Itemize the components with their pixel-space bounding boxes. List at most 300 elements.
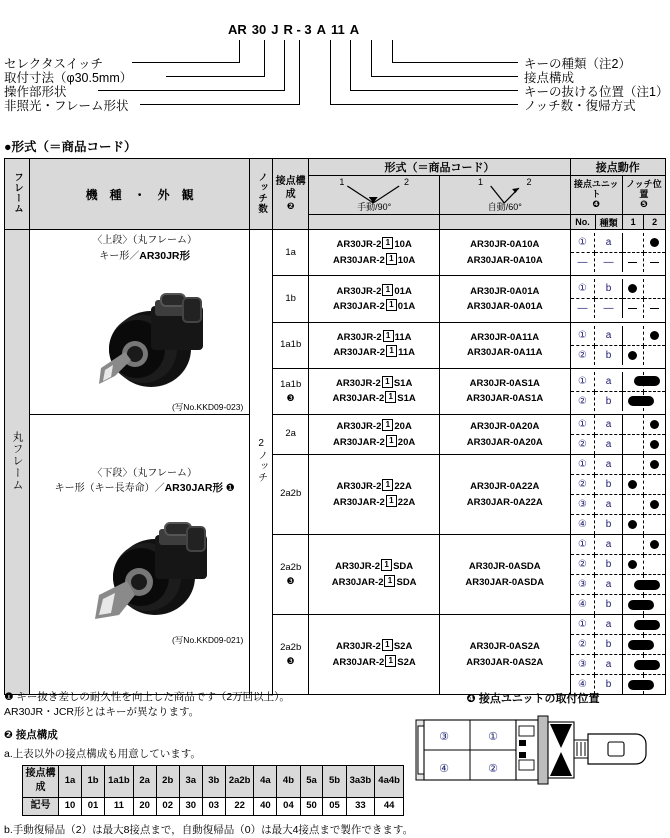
action-unit-no: ④: [571, 515, 595, 535]
action-pos-1: [622, 279, 644, 299]
placeholder-box: 1: [386, 435, 397, 447]
leader-h-1: [132, 62, 240, 63]
action-grid: [570, 535, 665, 615]
part-number-code: [228, 22, 364, 37]
contact-dot-marker: [650, 500, 659, 509]
action-row: [571, 372, 665, 392]
placeholder-box: 1: [386, 345, 397, 357]
config-table-symbol-cell: 04: [277, 797, 300, 815]
action-pos-2: [644, 326, 665, 346]
label-frame-shape: 非照光・フレーム形状: [4, 99, 129, 113]
contact-dash-marker: [628, 262, 637, 263]
code-cell-manual: [309, 368, 440, 414]
action-unit-no: ②: [571, 345, 595, 365]
contact-dot-marker: [650, 331, 659, 340]
action-pos-1: [622, 299, 644, 319]
code-line: AR30JR-2 1 S1A: [335, 377, 413, 389]
action-row: [571, 233, 665, 253]
code-cell-manual: [309, 276, 440, 322]
header-pos-2: 2: [644, 215, 666, 230]
action-row: [571, 635, 665, 655]
kind-upper-photo-no: (写No.KKD09-023): [171, 402, 244, 412]
action-pos-1: [622, 345, 644, 365]
manual-label: 手動/90°: [357, 202, 392, 212]
mounting-diagram-title-line: [398, 690, 668, 706]
leader-v-7: [350, 40, 351, 90]
code-line: AR30JAR-2 1 SDA: [331, 575, 417, 588]
kind-upper-caption: [30, 230, 249, 264]
mounting-diagram-title: 接点ユニットの取付位置: [478, 693, 600, 705]
mounting-diagram-mark: ❹: [466, 693, 476, 705]
auto-label: 自動/60°: [487, 202, 522, 212]
config-table-row-header: 接点構成: [23, 765, 59, 797]
contact-config-cell: [273, 322, 309, 368]
placeholder-box: 1: [386, 253, 397, 265]
contact-bar-marker: [634, 376, 660, 386]
action-pos-1: [622, 455, 644, 475]
product-code-table: [4, 158, 666, 695]
action-row: [571, 435, 665, 455]
action-unit-no: ①: [571, 372, 595, 392]
label-contact-config: 接点構成: [524, 71, 575, 85]
leader-v-2: [264, 40, 265, 76]
placeholder-box: 1: [385, 391, 396, 403]
code-cell-auto: [439, 368, 570, 414]
action-contact-type: a: [595, 233, 622, 253]
header-contact-unit: [570, 176, 622, 215]
code-line: AR30JAR-0A22A: [466, 496, 543, 508]
action-row: [571, 515, 665, 535]
action-pos-2: [644, 575, 665, 595]
code-line: AR30JAR-2 1 10A: [333, 253, 416, 266]
config-table-symbol-cell: 01: [81, 797, 104, 815]
contact-config-mark: ❸: [286, 655, 295, 666]
action-contact-type: a: [595, 372, 622, 392]
note-2-title: 接点構成: [15, 729, 58, 742]
kind-lower-caption: [30, 463, 249, 497]
action-unit-no: ②: [571, 435, 595, 455]
action-pos-1: [622, 495, 644, 515]
action-unit-no: ③: [571, 495, 595, 515]
manual-pos-2: 2: [403, 177, 409, 187]
selector-switch-section-icon: [398, 714, 668, 786]
config-table-config-cell: 4b: [277, 765, 300, 797]
code-line: AR30JAR-0A20A: [466, 436, 543, 448]
config-table-symbol-cell: 44: [375, 797, 404, 815]
contact-config-cell: [273, 455, 309, 535]
config-table-symbol-cell: 50: [300, 797, 323, 815]
config-table-config-cell: 3a3b: [346, 765, 375, 797]
leader-v-4: [299, 40, 300, 104]
action-contact-type: b: [595, 675, 622, 695]
code-cell-auto: [439, 455, 570, 535]
action-pos-1: [622, 391, 644, 411]
action-pos-1: [622, 635, 644, 655]
code-line: AR30JAR-0A01A: [466, 300, 543, 312]
contact-config-cell: [273, 230, 309, 276]
action-unit-no: ③: [571, 575, 595, 595]
code-line: AR30JAR-2 1 20A: [333, 435, 416, 448]
contact-dash-marker: [628, 308, 637, 309]
manual-operation-diagram: [309, 177, 439, 213]
action-row: [571, 455, 665, 475]
contact-config-value: 2a2b: [280, 641, 302, 653]
action-pos-2: [644, 345, 665, 365]
action-grid: [570, 368, 665, 414]
action-contact-type: a: [595, 415, 622, 435]
auto-pos-1: 1: [477, 177, 483, 187]
leader-h-5: [392, 62, 518, 63]
note-2b: b.手動復帰品（2）は最大8接点まで，自動復帰品（0）は最大4接点まで製作できます。: [4, 823, 414, 836]
svg-text:④: ④: [439, 763, 449, 775]
svg-text:①: ①: [488, 731, 498, 743]
config-table-config-cell: 1b: [81, 765, 104, 797]
header-notch-label: ノッチ数: [256, 171, 268, 214]
section-title: ●形式（＝商品コード）: [4, 140, 137, 154]
header-notch-position-mark: ❺: [640, 199, 648, 210]
action-contact-type: b: [595, 475, 622, 495]
table-body: [5, 230, 666, 695]
kind-cell-upper: [29, 230, 249, 415]
action-contact-type: b: [595, 515, 622, 535]
action-contact-type: a: [595, 535, 622, 555]
code-cell-manual: [309, 615, 440, 695]
action-contact-type: a: [595, 326, 622, 346]
code-char-1: 30: [251, 22, 267, 37]
label-selector-switch: セレクタスイッチ: [4, 57, 104, 71]
kind-lower-photo-no: (写No.KKD09-021): [171, 634, 244, 645]
header-manual-spacer: [309, 215, 440, 230]
contact-config-cell: [273, 368, 309, 414]
note-1-text-1: キー抜き差しの耐久性を向上した商品です（2万回以上）。: [16, 691, 290, 703]
header-code-group: 形式（＝商品コード）: [309, 159, 570, 176]
action-contact-type: a: [595, 615, 622, 635]
code-cell-manual: [309, 322, 440, 368]
placeholder-box: 1: [386, 299, 397, 311]
code-line: AR30JAR-2 1 01A: [333, 299, 416, 312]
action-row: [571, 575, 665, 595]
code-line: AR30JAR-2 1 S1A: [332, 392, 416, 405]
notch-cell-label: 2ノッチ: [255, 438, 267, 483]
leader-v-3: [284, 40, 285, 90]
config-table-symbol-cell: 33: [346, 797, 375, 815]
table-row: [5, 415, 666, 455]
leader-h-6: [371, 76, 518, 77]
contact-config-value: 2a: [285, 428, 296, 440]
action-pos-1: [622, 233, 644, 253]
action-row: [571, 595, 665, 615]
config-table-symbol-cell: 03: [202, 797, 225, 815]
note-2-mark: ❷: [4, 729, 13, 742]
action-unit-no: ①: [571, 535, 595, 555]
action-unit-no: ②: [571, 555, 595, 575]
svg-text:③: ③: [439, 731, 449, 743]
config-table-symbol-cell: 05: [323, 797, 346, 815]
code-line: AR30JR-2 1 S2A: [335, 640, 413, 653]
header-notch-position-label: ノッチ位置: [626, 178, 662, 199]
code-line: AR30JAR-0A11A: [467, 347, 543, 359]
config-table-symbol-cell: 11: [105, 797, 134, 815]
code-cell-manual: [309, 415, 440, 455]
header-frame-label: フレーム: [11, 171, 23, 214]
contact-bar-marker: [634, 580, 660, 590]
action-grid: [570, 322, 665, 368]
config-table-symbol-cell: 30: [179, 797, 202, 815]
action-unit-no: ②: [571, 635, 595, 655]
code-char-3: R - 3: [283, 22, 312, 37]
action-pos-2: [644, 372, 665, 392]
contact-config-value: 1a1b: [280, 339, 302, 350]
part-number-breakdown: [0, 0, 670, 128]
action-contact-type: b: [595, 595, 622, 615]
action-contact-type: b: [595, 345, 622, 365]
code-line: AR30JR-2 1 10A: [336, 238, 412, 251]
contact-dash-marker: [650, 262, 659, 263]
action-pos-1: [622, 555, 644, 575]
action-unit-no: ②: [571, 391, 595, 411]
kind-upper-line-2: キー形／AR30JR形: [99, 249, 191, 262]
contact-bar-marker: [634, 620, 660, 630]
note-2-title-line: [4, 728, 404, 743]
action-contact-type: b: [595, 391, 622, 411]
action-row: [571, 495, 665, 515]
table-row: [5, 230, 666, 276]
label-key-removal-position: キーの抜ける位置（注1）: [524, 85, 669, 99]
contact-dot-marker: [650, 238, 659, 247]
action-contact-type: a: [595, 495, 622, 515]
config-table-symbol-cell: 22: [225, 797, 254, 815]
leader-h-8: [330, 104, 518, 105]
action-contact-type: a: [595, 575, 622, 595]
action-contact-type: b: [595, 279, 622, 299]
action-unit-no: ④: [571, 595, 595, 615]
placeholder-box: 1: [382, 376, 393, 388]
header-notch: [250, 159, 273, 230]
config-table-symbol-row: [23, 797, 404, 815]
header-config-label: 接点構成: [275, 176, 306, 200]
code-line: AR30JAR-0ASDA: [465, 576, 545, 588]
code-char-5: 11: [331, 22, 345, 37]
code-line: AR30JAR-0AS2A: [466, 656, 544, 668]
action-unit-no: ④: [571, 675, 595, 695]
leader-h-4: [140, 104, 300, 105]
action-row: [571, 535, 665, 555]
placeholder-box: 1: [382, 479, 393, 491]
action-pos-2: [644, 233, 665, 253]
contact-dot-marker: [628, 351, 637, 360]
action-pos-1: [622, 415, 644, 435]
action-pos-1: [622, 435, 644, 455]
action-contact-type: a: [595, 655, 622, 675]
mounting-position-diagram: [398, 690, 668, 786]
action-row: [571, 615, 665, 635]
config-table-symbol-cell: 40: [254, 797, 277, 815]
placeholder-box: 1: [381, 559, 392, 571]
leader-v-1: [239, 40, 240, 62]
header-no: No.: [570, 215, 595, 230]
placeholder-box: 1: [382, 284, 393, 296]
contact-config-mark: ❸: [286, 575, 295, 586]
action-contact-type: b: [595, 555, 622, 575]
kind-upper-photo: [30, 264, 249, 414]
code-char-0: AR: [228, 22, 247, 37]
contact-bar-marker: [634, 660, 660, 670]
action-unit-no: —: [571, 253, 595, 273]
header-auto-spacer: [439, 215, 570, 230]
header-type: 種類: [595, 215, 622, 230]
action-contact-type: a: [595, 435, 622, 455]
contact-config-cell: [273, 276, 309, 322]
code-line: AR30JAR-0A10A: [466, 254, 543, 266]
action-unit-no: ②: [571, 475, 595, 495]
contact-config-cell: [273, 535, 309, 615]
action-grid: [570, 615, 665, 695]
label-mounting-dimension: 取付寸法（φ30.5mm）: [4, 71, 133, 85]
kind-lower-line-1: 〈下段〉（丸フレーム）: [92, 467, 197, 479]
contact-dot-marker: [650, 440, 659, 449]
contact-config-mark: ❸: [286, 392, 295, 403]
leader-v-5: [392, 40, 393, 62]
action-pos-1: [622, 595, 644, 615]
auto-pos-2: 2: [526, 177, 532, 187]
code-line: AR30JR-0AS2A: [469, 641, 540, 653]
action-pos-2: [644, 435, 665, 455]
code-cell-auto: [439, 230, 570, 276]
placeholder-box: 1: [384, 575, 395, 587]
contact-dash-marker: [650, 308, 659, 309]
placeholder-box: 1: [383, 330, 394, 342]
action-pos-1: [622, 475, 644, 495]
leader-h-2: [166, 76, 265, 77]
action-pos-2: [644, 455, 665, 475]
action-row: [571, 391, 665, 411]
header-frame: [5, 159, 30, 230]
header-config: [273, 159, 309, 230]
code-line: AR30JR-2 1 22A: [336, 480, 412, 493]
code-line: AR30JR-0A01A: [470, 285, 540, 297]
action-pos-2: [644, 279, 665, 299]
header-notch-position: [622, 176, 665, 215]
action-pos-2: [644, 475, 665, 495]
config-table-config-cell: 3b: [202, 765, 225, 797]
code-char-2: J: [271, 22, 279, 37]
action-pos-1: [622, 515, 644, 535]
placeholder-box: 1: [386, 495, 397, 507]
auto-operation-diagram: [440, 177, 570, 213]
action-row: [571, 299, 665, 319]
header-kind: 機 種 ・ 外 観: [29, 159, 249, 230]
action-pos-2: [644, 655, 665, 675]
contact-dot-marker: [628, 284, 637, 293]
code-char-4: A: [316, 22, 327, 37]
code-line: AR30JAR-2 1 22A: [333, 495, 416, 508]
config-table-config-cell: 5b: [323, 765, 346, 797]
contact-config-cell: [273, 615, 309, 695]
header-pos-1: 1: [622, 215, 644, 230]
action-grid: [570, 415, 665, 455]
code-line: AR30JR-2 1 01A: [336, 284, 412, 297]
note-1-mark: ❶: [4, 691, 14, 703]
config-table-symbol-cell: 10: [59, 797, 82, 815]
code-line: AR30JR-0A10A: [470, 239, 540, 251]
action-pos-1: [622, 326, 644, 346]
header-config-mark: ❷: [286, 201, 295, 211]
action-pos-2: [644, 555, 665, 575]
contact-config-value: 1a1b: [280, 378, 302, 390]
note-1-line-2: AR30JR・JCR形とはキーが異なります。: [4, 706, 200, 719]
action-pos-2: [644, 615, 665, 635]
action-pos-2: [644, 415, 665, 435]
code-line: AR30JR-2 1 SDA: [335, 560, 414, 573]
action-row: [571, 655, 665, 675]
code-line: AR30JR-0A22A: [470, 481, 540, 493]
action-unit-no: ①: [571, 233, 595, 253]
label-operator-shape: 操作部形状: [4, 85, 67, 99]
mounting-diagram-body: [398, 714, 668, 786]
action-contact-type: —: [595, 299, 622, 319]
leader-v-8: [330, 40, 331, 104]
kind-cell-lower: [29, 415, 249, 695]
config-table-config-cell: 5a: [300, 765, 323, 797]
action-contact-type: —: [595, 253, 622, 273]
config-table-symbol-cell: 20: [133, 797, 156, 815]
note-1-line-1: [4, 690, 404, 705]
config-table-symbol-header: 記号: [23, 797, 59, 815]
code-line: AR30JAR-2 1 S2A: [332, 655, 416, 668]
kind-upper-line-1: 〈上段〉（丸フレーム）: [92, 235, 197, 246]
action-pos-2: [644, 495, 665, 515]
svg-text:②: ②: [488, 763, 498, 775]
action-unit-no: ①: [571, 415, 595, 435]
config-table-config-cell: 2b: [156, 765, 179, 797]
action-row: [571, 253, 665, 273]
code-line: AR30JAR-0AS1A: [466, 393, 544, 405]
config-table-config-cell: 1a: [59, 765, 82, 797]
contact-dot-marker: [628, 520, 637, 529]
code-cell-auto: [439, 415, 570, 455]
frame-cell-label: 丸フレーム: [10, 430, 23, 491]
action-unit-no: ①: [571, 279, 595, 299]
code-cell-auto: [439, 276, 570, 322]
action-pos-2: [644, 391, 665, 411]
contact-dot-marker: [650, 460, 659, 469]
action-row: [571, 415, 665, 435]
code-line: AR30JR-0ASDA: [468, 561, 541, 573]
manual-pos-1: 1: [339, 177, 345, 187]
action-contact-type: a: [595, 455, 622, 475]
notch-cell: [250, 230, 273, 695]
action-unit-no: ①: [571, 455, 595, 475]
action-unit-no: ③: [571, 655, 595, 675]
selector-switch-long-life-photo-icon: [43, 497, 237, 647]
header-contact-unit-mark: ❹: [592, 199, 600, 210]
code-cell-auto: [439, 535, 570, 615]
note-2a: a.上表以外の接点構成も用意しています。: [4, 747, 201, 760]
action-pos-2: [644, 515, 665, 535]
action-contact-type: b: [595, 635, 622, 655]
placeholder-box: 1: [382, 237, 393, 249]
config-table-config-cell: 2a2b: [225, 765, 254, 797]
action-row: [571, 555, 665, 575]
contact-dot-marker: [628, 480, 637, 489]
code-cell-manual: [309, 230, 440, 276]
config-table-config-cell: 2a: [133, 765, 156, 797]
contact-config-value: 2a2b: [280, 488, 302, 500]
config-table-config-cell: 1a1b: [105, 765, 134, 797]
action-grid: [570, 455, 665, 535]
config-table-config-cell: 4a: [254, 765, 277, 797]
contact-config-body: [23, 765, 404, 815]
